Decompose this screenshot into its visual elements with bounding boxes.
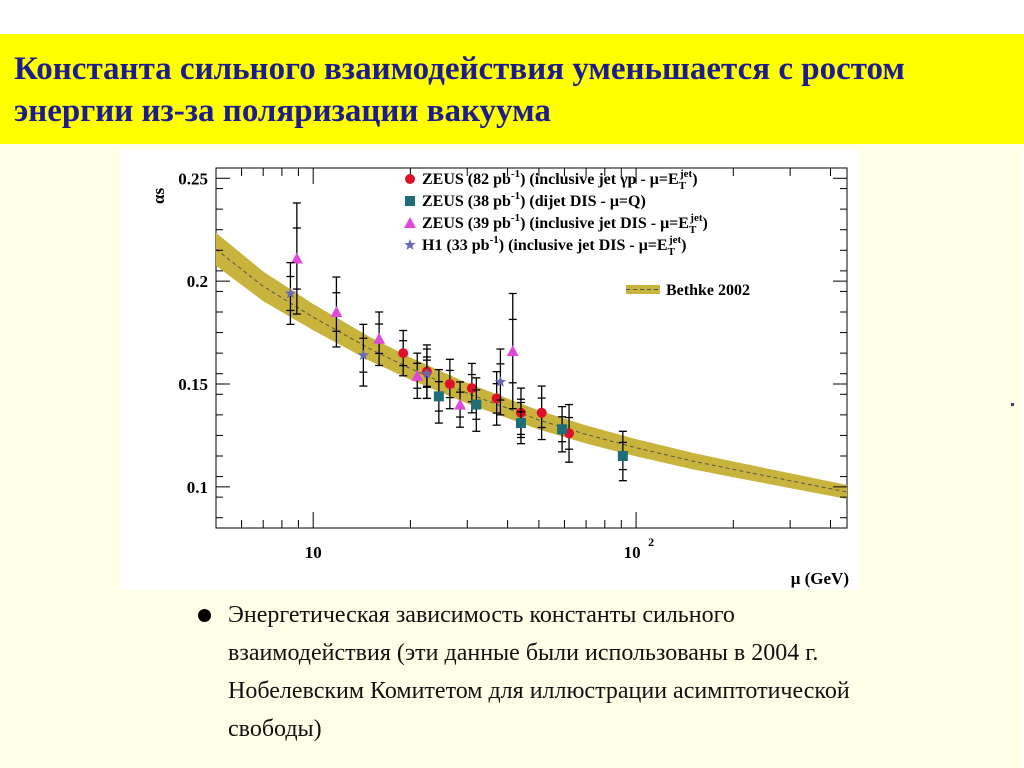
alpha-s-chart bbox=[120, 150, 860, 590]
right-edge-strip bbox=[1020, 150, 1024, 768]
data-point-square bbox=[471, 400, 481, 410]
data-point-circle bbox=[445, 379, 455, 389]
data-point-square bbox=[516, 418, 526, 428]
legend-band-label: Bethke 2002 bbox=[666, 282, 750, 299]
legend-entry: ZEUS (82 $pb^{-1}$) (inclusive jet $\gamma p - \mu=E_Tjet$) bbox=[422, 168, 698, 192]
y-tick-label: 0.2 bbox=[186, 272, 208, 292]
caption-text: Энергетическая зависимость константы сильного взаимодействия (эти данные были использованы в 2004 г. Нобелевским Комитетом для иллюстрации асимптотической свободы) bbox=[228, 602, 850, 742]
bullet-icon bbox=[198, 609, 211, 622]
legend-entry: ZEUS (38 $pb^{-1}$) (dijet DIS - μ=Q) bbox=[422, 190, 646, 210]
data-point-circle bbox=[537, 408, 547, 418]
chart-figure bbox=[120, 150, 860, 590]
top-margin bbox=[0, 0, 1024, 34]
data-point-square bbox=[434, 391, 444, 401]
y-tick-label: 0.1 bbox=[186, 477, 208, 497]
data-point-circle bbox=[467, 383, 477, 393]
x-tick-label-exponent: 2 bbox=[648, 535, 655, 549]
y-axis-title: αs bbox=[149, 187, 168, 204]
data-point-square bbox=[557, 424, 567, 434]
x-tick-label: 10 bbox=[623, 543, 641, 562]
data-point-square bbox=[618, 451, 628, 461]
slide-title: Константа сильного взаимодействия уменьшается с ростом энергии из-за поляризации вакуума bbox=[14, 51, 905, 129]
legend-marker-square bbox=[405, 196, 415, 206]
caption-block bbox=[198, 596, 878, 748]
legend-entry: ZEUS (39 $pb^{-1}$) (inclusive jet DIS - $\mu=E_Tjet$) bbox=[422, 212, 708, 236]
x-axis-title: μ (GeV) bbox=[790, 569, 849, 588]
y-tick-label: 0.15 bbox=[178, 375, 208, 394]
legend-entry: H1 (33 $pb^{-1}$) (inclusive jet DIS - $\mu=E_Tjet$) bbox=[422, 234, 687, 258]
decorative-dot bbox=[1011, 403, 1014, 406]
legend-marker-circle bbox=[405, 174, 415, 184]
x-tick-label: 10 bbox=[304, 543, 322, 562]
data-point-circle bbox=[398, 348, 408, 358]
y-tick-label: 0.25 bbox=[178, 169, 208, 189]
